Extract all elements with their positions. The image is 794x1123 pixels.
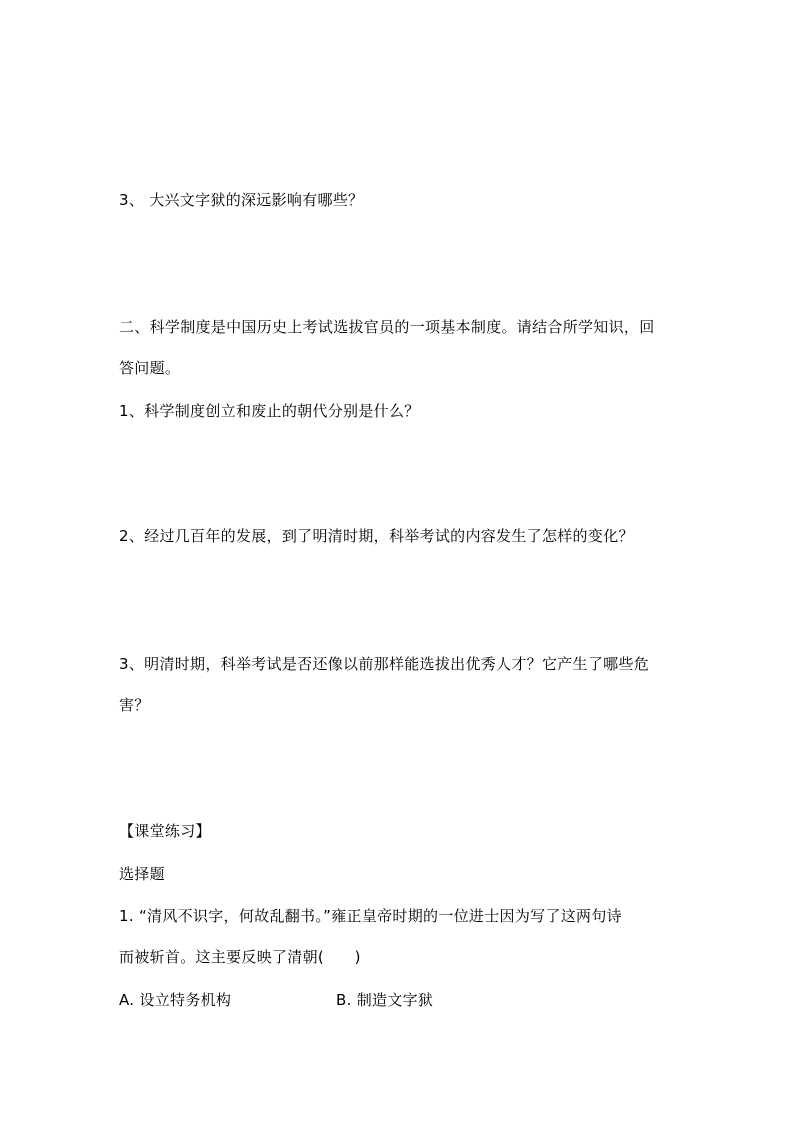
section2-intro-line1: 二、科学制度是中国历史上考试选拔官员的一项基本制度。请结合所学知识，回 (119, 318, 655, 336)
section2-question-2: 2、经过几百年的发展，到了明清时期，科举考试的内容发生了怎样的变化？ (119, 527, 634, 545)
practice-question-1-line1: 1. “清风不识字，何故乱翻书。”雍正皇帝时期的一位进士因为写了这两句诗 (119, 907, 622, 925)
section2-question-1: 1、科学制度创立和废止的朝代分别是什么？ (119, 402, 420, 420)
practice-question-1-line2: 而被斩首。这主要反映了清朝( ) (119, 948, 361, 966)
section2-question-3-line1: 3、明清时期，科举考试是否还像以前那样能选拔出优秀人才？它产生了哪些危 (119, 655, 650, 673)
practice-subheading: 选择题 (119, 865, 165, 883)
section1-question-3: 3、 大兴文字狱的深远影响有哪些？ (119, 191, 364, 209)
practice-option-b: B. 制造文字狱 (336, 991, 434, 1009)
section2-question-3-line2: 害？ (119, 696, 150, 714)
section2-intro-line2: 答问题。 (119, 359, 181, 377)
practice-heading: 【课堂练习】 (119, 822, 211, 840)
practice-option-a: A. 设立特务机构 (119, 991, 232, 1009)
